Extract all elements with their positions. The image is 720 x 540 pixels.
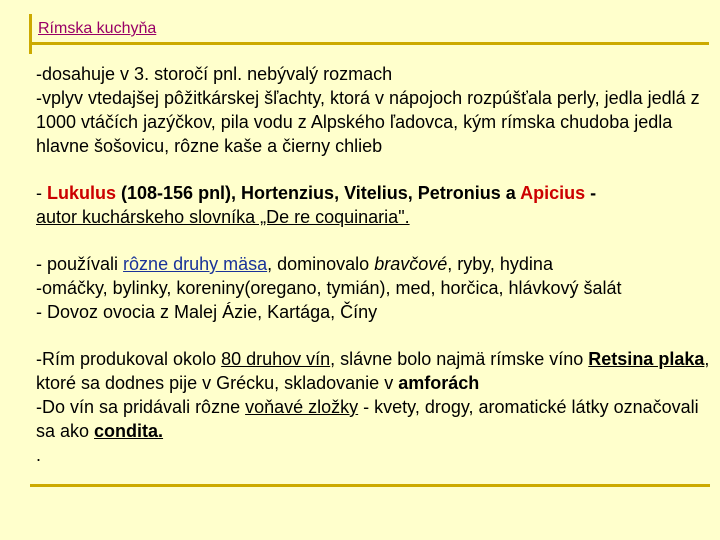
slide-body [36,62,712,467]
retsina-plaka: Retsina plaka [588,349,705,369]
lukulus-name: Lukulus [47,183,117,203]
para4-c-prefix: -Do vín sa pridávali rôzne [36,397,246,417]
para4-c-suffix: - kvety, drogy, aromatické látky označovali sa ako [36,397,699,441]
para4-line3 [36,395,712,443]
para3-line2: -omáčky, bylinky, koreniny(oregano, tymián), med, horčica, hlávkový šalát [36,278,622,298]
left-accent-rule [29,14,32,54]
para2 [36,181,712,229]
para1-line2: -vplyv vtedajšej pôžitkárskej šľachty, ktorá v nápojoch rozpúšťala perly, jedla jedlá z 1000 vtáčích jazýčkov, pila vodu z Alpského ľadovca, kým rímska chudoba jedla hlavne šošovicu, rôzne kaše a čierny chlieb [36,88,700,156]
para3-suffix: , ryby, hydina [447,254,553,274]
para4-mid: , ktoré sa dodnes pije v Grécku, skladovanie v [36,349,710,393]
bottom-accent-rule [30,484,710,487]
apicius-name: Apicius [520,183,586,203]
meat-types-link[interactable]: rôzne druhy mäsa [123,254,268,274]
para3-line1 [36,252,712,276]
para2-prefix: - [36,183,47,203]
slide-title: Rímska kuchyňa [38,20,157,37]
wine-types-link[interactable]: 80 druhov vín [221,349,331,369]
apicius-description: autor kuchárskeho slovníka „De re coquinaria". [36,207,410,227]
para3-prefix: - používali [36,254,124,274]
para1-line1: -dosahuje v 3. storočí pnl. nebývalý rozmach [36,64,393,84]
trailing-dot: . [36,445,42,465]
condita-bold: condita. [94,421,164,441]
pork-italic: bravčové [374,254,448,274]
amfory-bold: amforách [398,373,480,393]
para3-line3: - Dovoz ovocia z Malej Ázie, Kartága, Číny [36,302,378,322]
para2-dash: - [585,183,597,203]
para4-line1 [36,347,712,395]
fragrant-ingredients-link[interactable]: voňavé zložky [245,397,359,417]
para4-prefix: -Rím produkoval okolo [36,349,222,369]
para2-names: (108-156 pnl), Hortenzius, Vitelius, Petronius a [116,183,521,203]
para4-suffix: , slávne bolo najmä rímske víno [330,349,589,369]
top-accent-rule [29,42,709,45]
para3-mid: , dominovalo [267,254,375,274]
